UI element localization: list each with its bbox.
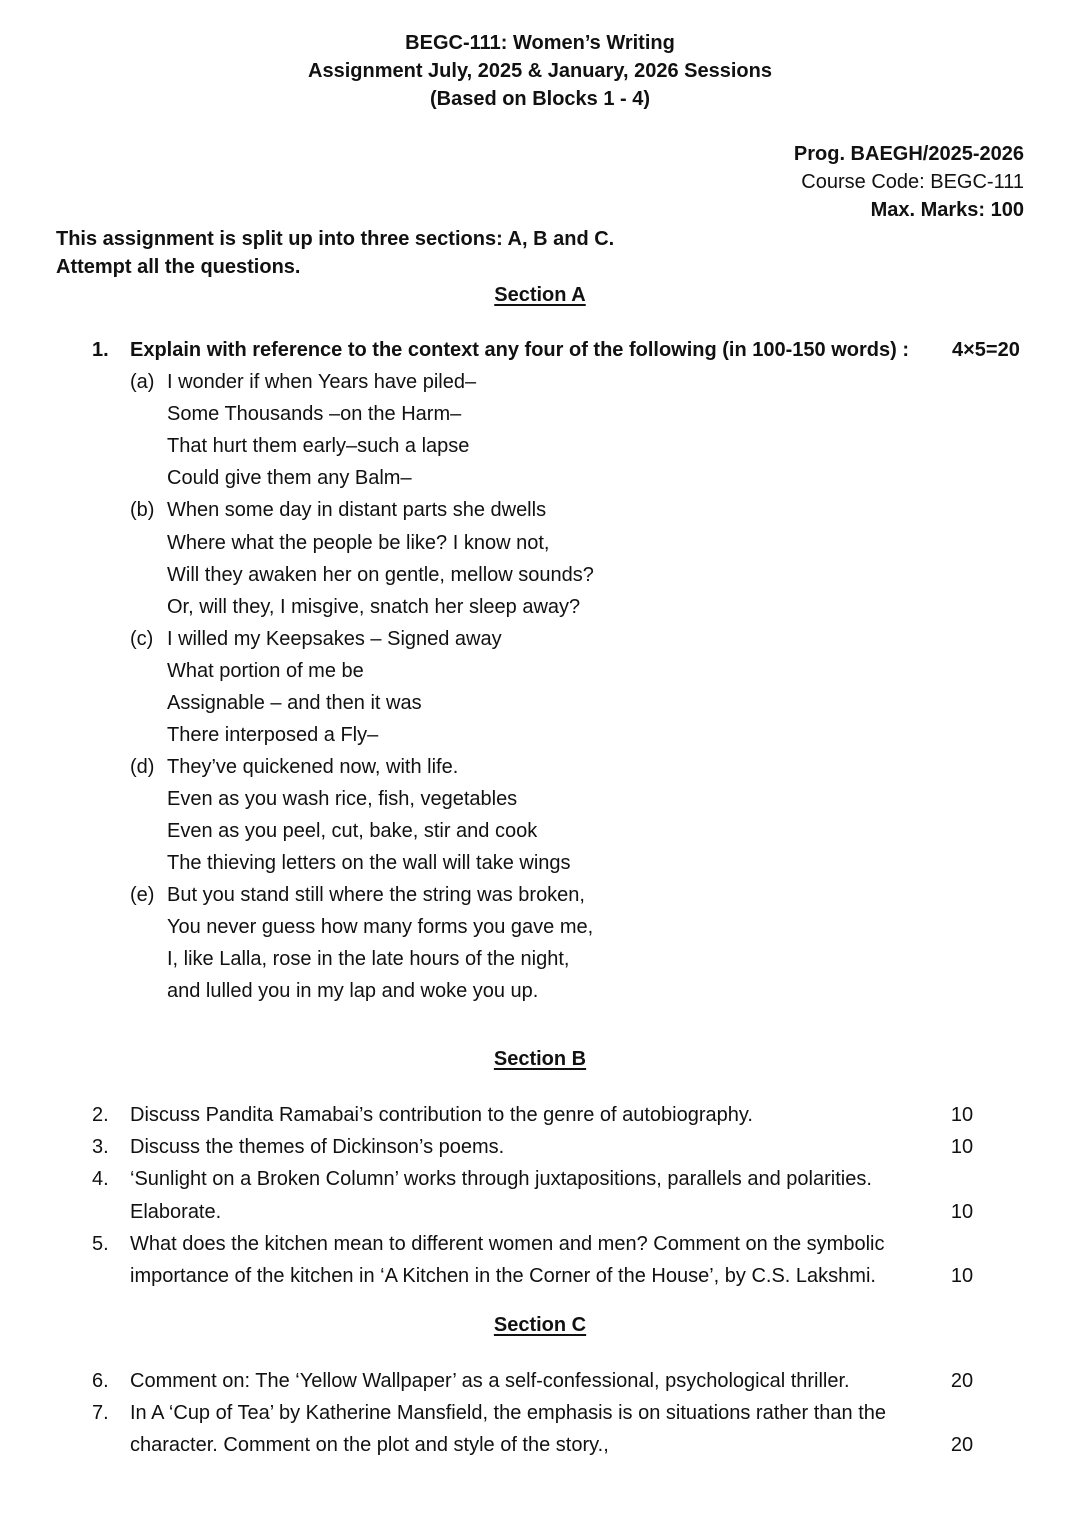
passage-label: (e) xyxy=(130,884,155,906)
question-number: 5. xyxy=(92,1233,109,1255)
passage-line: But you stand still where the string was broken, xyxy=(167,884,585,906)
passage-line: Some Thousands –on the Harm– xyxy=(167,403,462,425)
passage-line: When some day in distant parts she dwells xyxy=(167,499,547,521)
question-number: 1. xyxy=(92,339,109,361)
passage-line: I wonder if when Years have piled– xyxy=(167,371,477,393)
question-marks: 10 xyxy=(950,1265,974,1287)
question-text: In A ‘Cup of Tea’ by Katherine Mansfield, the emphasis is on situations rather than the xyxy=(130,1402,887,1424)
question-text: Discuss Pandita Ramabai’s contribution to the genre of autobiography. xyxy=(130,1104,753,1126)
question-text: What does the kitchen mean to different women and men? Comment on the symbolic xyxy=(130,1233,885,1255)
question-text-continued: character. Comment on the plot and style of the story., xyxy=(130,1434,609,1456)
max-marks: Max. Marks: 100 xyxy=(870,199,1024,221)
instruction-attempt: Attempt all the questions. xyxy=(56,256,301,278)
passage-line: I willed my Keepsakes – Signed away xyxy=(167,628,502,650)
passage-line: That hurt them early–such a lapse xyxy=(167,435,470,457)
question-text: Discuss the themes of Dickinson’s poems. xyxy=(130,1136,505,1158)
question-marks: 10 xyxy=(950,1104,974,1126)
passage-line: Even as you wash rice, fish, vegetables xyxy=(167,788,518,810)
question-marks: 10 xyxy=(950,1136,974,1158)
passage-line: and lulled you in my lap and woke you up. xyxy=(167,980,539,1002)
question-marks: 20 xyxy=(950,1370,974,1392)
passage-line: Will they awaken her on gentle, mellow sounds? xyxy=(167,564,594,586)
question-marks: 4×5=20 xyxy=(952,339,1020,361)
passage-line: Or, will they, I misgive, snatch her sleep away? xyxy=(167,596,581,618)
question-marks: 10 xyxy=(950,1201,974,1223)
passage-line: Where what the people be like? I know not, xyxy=(167,532,550,554)
instruction-sections: This assignment is split up into three sections: A, B and C. xyxy=(56,228,615,250)
question-number: 4. xyxy=(92,1168,109,1190)
section-c-heading: Section C xyxy=(493,1314,587,1336)
passage-line: Assignable – and then it was xyxy=(167,692,422,714)
section-a-heading: Section A xyxy=(494,284,586,306)
document-blocks: (Based on Blocks 1 - 4) xyxy=(429,88,651,110)
question-text-continued: Elaborate. xyxy=(130,1201,222,1223)
passage-label: (c) xyxy=(130,628,154,650)
question-number: 6. xyxy=(92,1370,109,1392)
question-number: 7. xyxy=(92,1402,109,1424)
question-text: Explain with reference to the context any four of the following (in 100-150 words) : xyxy=(130,339,909,361)
document-title: BEGC-111: Women’s Writing xyxy=(405,32,675,54)
passage-line: Even as you peel, cut, bake, stir and cook xyxy=(167,820,538,842)
document-subtitle: Assignment July, 2025 & January, 2026 Sessions xyxy=(308,60,772,82)
question-marks: 20 xyxy=(950,1434,974,1456)
question-text: Comment on: The ‘Yellow Wallpaper’ as a self-confessional, psychological thriller. xyxy=(130,1370,850,1392)
passage-line: What portion of me be xyxy=(167,660,364,682)
question-text-continued: importance of the kitchen in ‘A Kitchen in the Corner of the House’, by C.S. Lakshmi. xyxy=(130,1265,876,1287)
question-text: ‘Sunlight on a Broken Column’ works through juxtapositions, parallels and polarities. xyxy=(130,1168,872,1190)
program-code: Prog. BAEGH/2025-2026 xyxy=(793,143,1024,165)
passage-line: You never guess how many forms you gave me, xyxy=(167,916,594,938)
passage-line: Could give them any Balm– xyxy=(167,467,412,489)
section-b-heading: Section B xyxy=(493,1048,587,1070)
question-number: 2. xyxy=(92,1104,109,1126)
passage-label: (a) xyxy=(130,371,155,393)
passage-line: They’ve quickened now, with life. xyxy=(167,756,459,778)
question-number: 3. xyxy=(92,1136,109,1158)
passage-line: There interposed a Fly– xyxy=(167,724,379,746)
course-code: Course Code: BEGC-111 xyxy=(801,171,1024,193)
passage-line: The thieving letters on the wall will take wings xyxy=(167,852,571,874)
passage-label: (b) xyxy=(130,499,155,521)
passage-label: (d) xyxy=(130,756,155,778)
passage-line: I, like Lalla, rose in the late hours of the night, xyxy=(167,948,570,970)
